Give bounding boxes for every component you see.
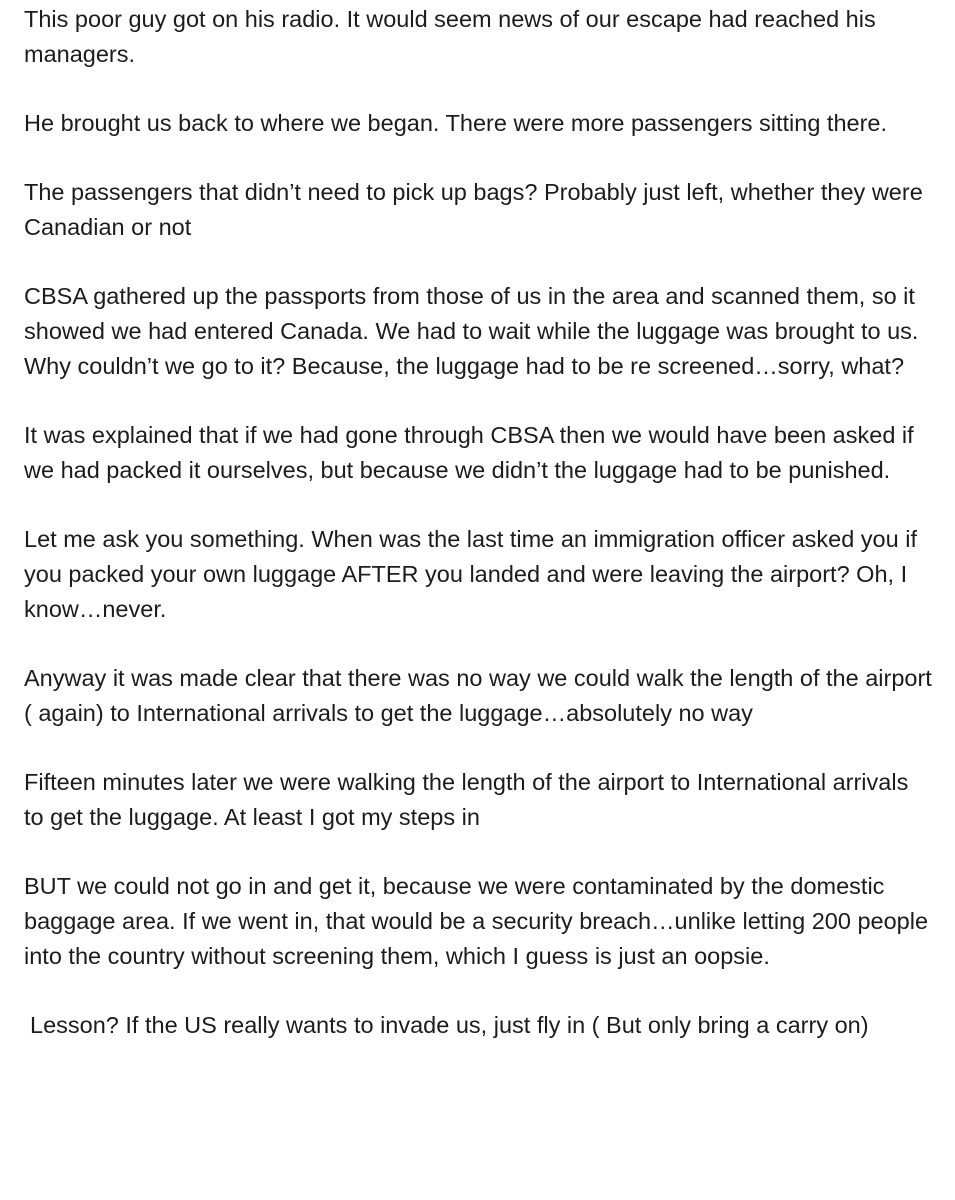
paragraph: Lesson? If the US really wants to invade us, just fly in ( But only bring a carry on) (30, 1012, 869, 1038)
paragraph: It was explained that if we had gone through CBSA then we would have been asked if we had packed it ourselves, but because we didn’t the luggage had to be punished. (24, 422, 914, 483)
paragraph: This poor guy got on his radio. It would seem news of our escape had reached his managers. (24, 6, 876, 67)
post-body (24, 2, 934, 1043)
paragraph: Anyway it was made clear that there was no way we could walk the length of the airport ( again) to International arrivals to get the luggage…absolutely no way (24, 665, 932, 726)
paragraph: Let me ask you something. When was the last time an immigration officer asked you if you packed your own luggage AFTER you landed and were leaving the airport? Oh, I know…never. (24, 526, 917, 622)
paragraph: Fifteen minutes later we were walking the length of the airport to International arrivals to get the luggage. At least I got my steps in (24, 769, 909, 830)
paragraph: The passengers that didn’t need to pick up bags? Probably just left, whether they were Canadian or not (24, 179, 923, 240)
paragraph: He brought us back to where we began. There were more passengers sitting there. (24, 110, 888, 136)
paragraph: BUT we could not go in and get it, because we were contaminated by the domestic baggage area. If we went in, that would be a security breach…unlike letting 200 people into the country without screening them, which I guess is just an oopsie. (24, 873, 929, 969)
paragraph: CBSA gathered up the passports from those of us in the area and scanned them, so it showed we had entered Canada. We had to wait while the luggage was brought to us. Why couldn’t we go to it? Because, the luggage had to be re screened…sorry, what? (24, 283, 919, 379)
